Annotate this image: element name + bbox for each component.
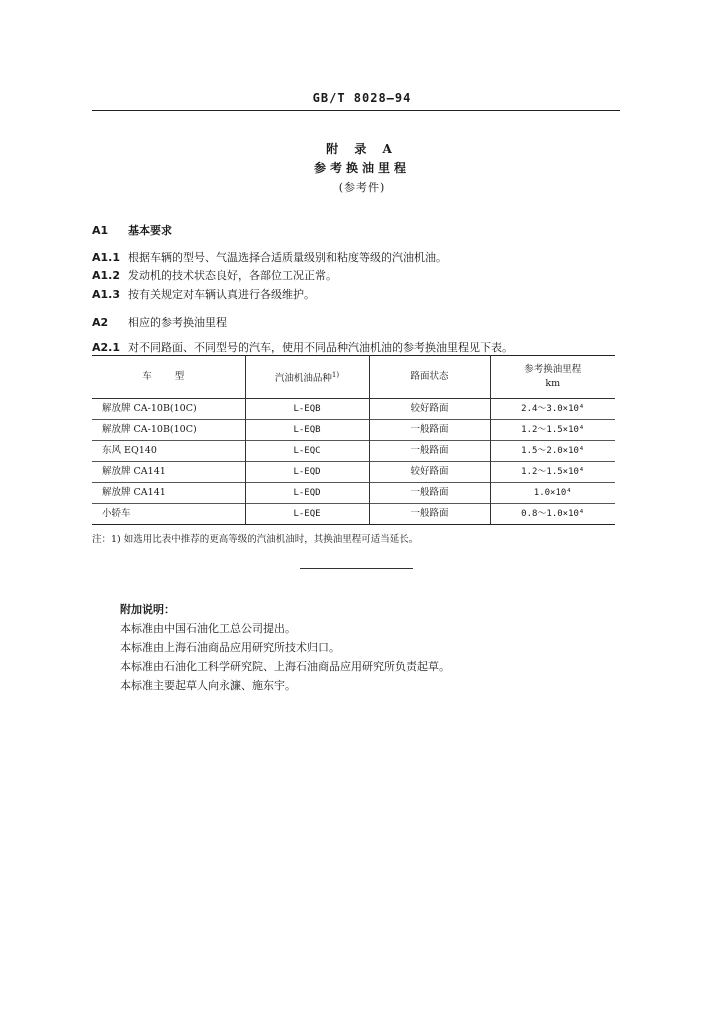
clause-number: A1.3	[92, 288, 120, 301]
cell-vehicle: 小轿车	[92, 504, 245, 525]
cell-mileage: 1.2～1.5×10⁴	[490, 462, 615, 483]
table-row	[92, 399, 615, 420]
clause-number: A1.1	[92, 251, 120, 264]
footnote-mark: 1)	[331, 370, 340, 379]
table-header-row	[92, 356, 615, 399]
cell-road: 一般路面	[369, 483, 490, 504]
section-number: A2	[92, 316, 109, 329]
cell-vehicle: 解放牌 CA-10B(10C)	[92, 420, 245, 441]
section-a1	[92, 222, 172, 238]
clause-a1-1	[92, 249, 447, 265]
header-mileage-unit: km	[545, 378, 561, 389]
cell-mileage: 1.0×10⁴	[490, 483, 615, 504]
cell-vehicle: 解放牌 CA-10B(10C)	[92, 399, 245, 420]
table-row	[92, 504, 615, 525]
cell-oil: L-EQC	[245, 441, 369, 462]
cell-vehicle: 解放牌 CA141	[92, 462, 245, 483]
header-mileage	[490, 356, 615, 399]
cell-road: 一般路面	[369, 441, 490, 462]
clause-a2-1	[92, 339, 513, 355]
cell-road: 一般路面	[369, 420, 490, 441]
table-row	[92, 420, 615, 441]
section-title: 相应的参考换油里程	[128, 316, 227, 329]
header-vehicle: 车 型	[92, 356, 245, 399]
cell-road: 一般路面	[369, 504, 490, 525]
cell-mileage: 1.5～2.0×10⁴	[490, 441, 615, 462]
clause-text: 对不同路面、不同型号的汽车，使用不同品种汽油机油的参考换油里程见下表。	[128, 341, 513, 354]
table-row	[92, 441, 615, 462]
additional-note-line: 本标准主要起草人向永濂、施东宇。	[120, 679, 296, 692]
header-mileage-label: 参考换油里程	[524, 364, 582, 375]
cell-mileage: 2.4～3.0×10⁴	[490, 399, 615, 420]
additional-note-line: 本标准由上海石油商品应用研究所技术归口。	[120, 641, 340, 654]
clause-a1-2	[92, 267, 337, 283]
oil-change-mileage-table	[92, 355, 615, 525]
header-oil-grade-label: 汽油机油品种	[274, 373, 332, 385]
cell-vehicle: 东风 EQ140	[92, 441, 245, 462]
header-oil-grade	[245, 356, 369, 399]
appendix-note: (参考件)	[338, 181, 386, 194]
standard-code: GB/T 8028—94	[312, 91, 412, 105]
clause-text: 按有关规定对车辆认真进行各级维护。	[128, 288, 315, 301]
clause-a1-3	[92, 286, 315, 302]
cell-oil: L-EQB	[245, 420, 369, 441]
section-title: 基本要求	[128, 224, 172, 237]
cell-mileage: 0.8～1.0×10⁴	[490, 504, 615, 525]
table-row	[92, 483, 615, 504]
cell-oil: L-EQE	[245, 504, 369, 525]
additional-notes-title: 附加说明：	[120, 603, 175, 616]
clause-number: A1.2	[92, 269, 120, 282]
clause-text: 根据车辆的型号、气温选择合适质量级别和粘度等级的汽油机油。	[128, 251, 447, 264]
cell-road: 较好路面	[369, 462, 490, 483]
section-divider	[300, 568, 413, 569]
cell-vehicle: 解放牌 CA141	[92, 483, 245, 504]
header-road: 路面状态	[369, 356, 490, 399]
additional-note-line: 本标准由石油化工科学研究院、上海石油商品应用研究所负责起草。	[120, 660, 450, 673]
cell-road: 较好路面	[369, 399, 490, 420]
clause-number: A2.1	[92, 341, 120, 354]
appendix-title: 附 录 A	[326, 142, 398, 156]
section-number: A1	[92, 224, 109, 237]
additional-notes	[120, 600, 450, 695]
section-a2	[92, 314, 227, 330]
header-rule	[92, 110, 620, 111]
appendix-subtitle: 参考换油里程	[313, 161, 410, 175]
table-row	[92, 462, 615, 483]
cell-oil: L-EQB	[245, 399, 369, 420]
clause-text: 发动机的技术状态良好，各部位工况正常。	[128, 269, 337, 282]
cell-oil: L-EQD	[245, 483, 369, 504]
additional-note-line: 本标准由中国石油化工总公司提出。	[120, 622, 296, 635]
cell-mileage: 1.2～1.5×10⁴	[490, 420, 615, 441]
table-footnote: 注：1) 如选用比表中推荐的更高等级的汽油机油时，其换油里程可适当延长。	[92, 534, 419, 545]
cell-oil: L-EQD	[245, 462, 369, 483]
